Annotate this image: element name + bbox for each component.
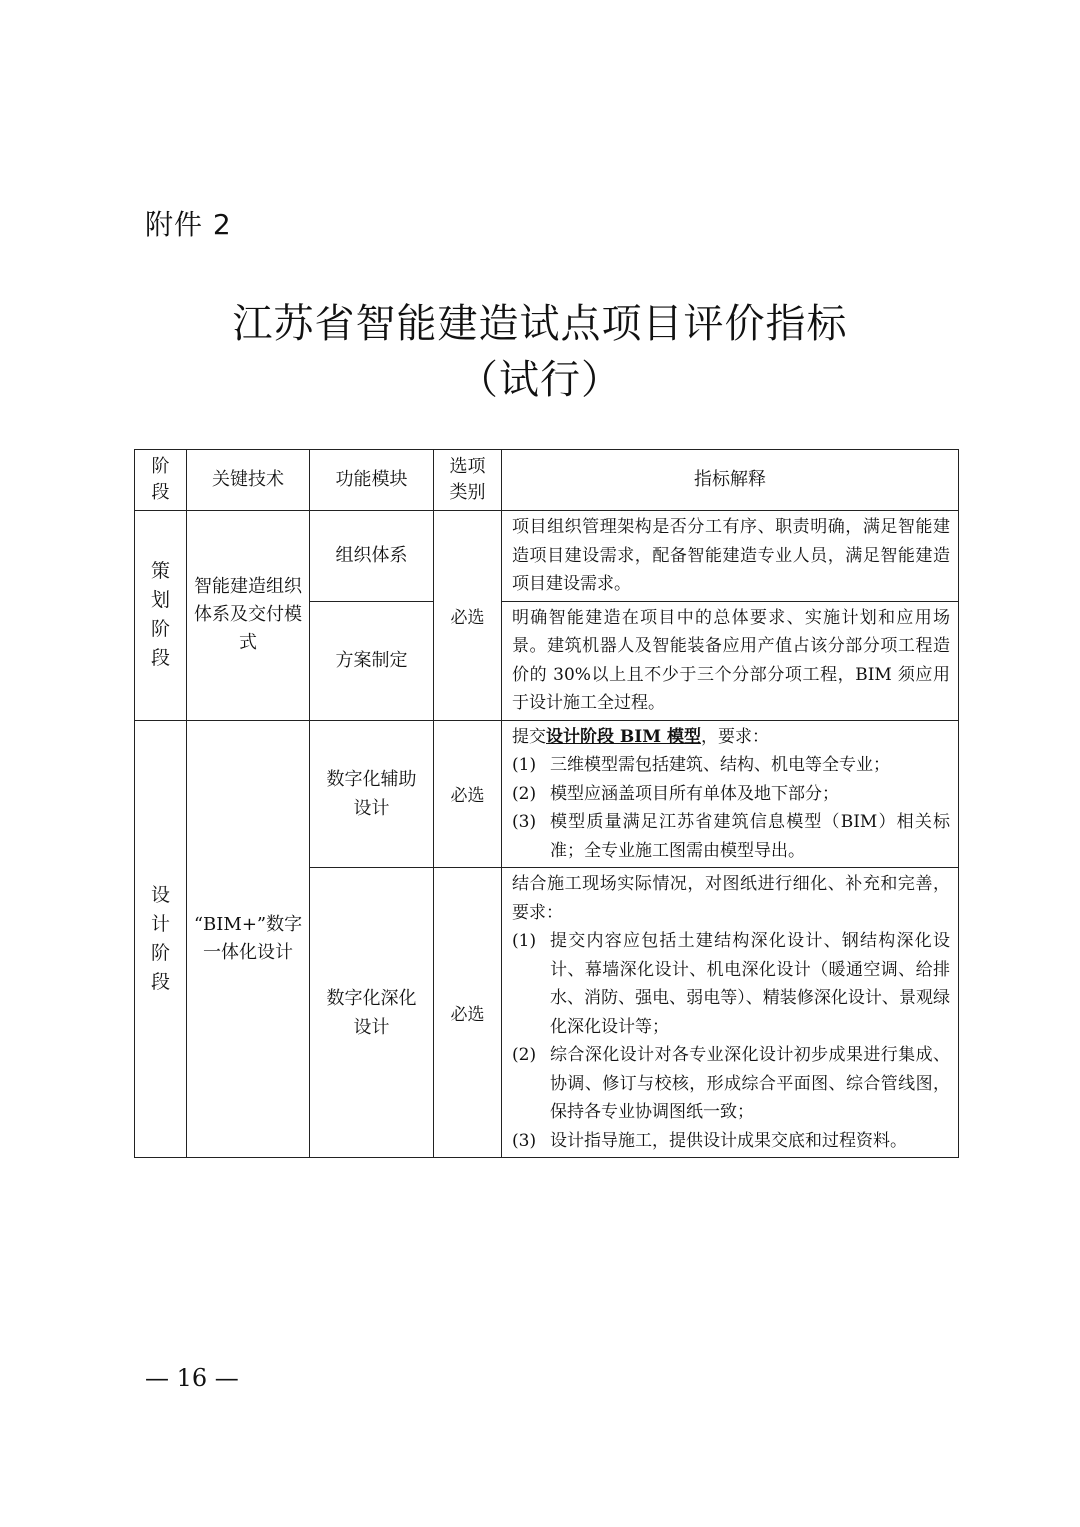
title-line-1: 江苏省智能建造试点项目评价指标 <box>232 301 848 347</box>
page-number: — 16 — <box>145 1364 239 1392</box>
stage-design: 设 计 阶 段 <box>135 720 187 1158</box>
option-digital-assist: 必选 <box>434 720 502 868</box>
stage-planning: 策 划 阶 段 <box>135 511 187 721</box>
table-header-row <box>135 450 959 511</box>
module-organization: 组织体系 <box>310 511 434 602</box>
header-option: 选项 类别 <box>434 450 502 511</box>
module-digital-deepening: 数字化深化设计 <box>310 868 434 1158</box>
list-item: (2) 模型应涵盖项目所有单体及地下部分； <box>512 783 839 804</box>
emphasis-design-bim: 设计阶段 BIM 模型 <box>546 726 701 747</box>
list-item: (1) 提交内容应包括土建结构深化设计、钢结构深化设计、幕墙深化设计、机电深化设计（暖通空调、给排水、消防、强电、弱电等）、精装修深化设计、景观绿化深化设计等； <box>512 931 950 1037</box>
document-title <box>0 296 1080 408</box>
key-tech-planning: 智能建造组织体系及交付模式 <box>187 511 310 721</box>
explanation-digital-deepening: 结合施工现场实际情况，对图纸进行细化、补充和完善，要求： (1) 提交内容应包括土建结构深化设计、钢结构深化设计、幕墙深化设计、机电深化设计（暖通空调、给排水、消防、强电、弱电等）、精装修深化设计、景观绿化深化设计等； (2) 综合深化设计对各专业深化设计初步成果进行集成、协调、修订与校核，形成综合平面图、综合管线图，保持各专业协调图纸一致； (3) 设计指导施工，提供设计成果交底和过程资料。 <box>502 868 959 1158</box>
list-item: (2) 综合深化设计对各专业深化设计初步成果进行集成、协调、修订与校核，形成综合平面图、综合管线图，保持各专业协调图纸一致； <box>512 1045 950 1122</box>
table-row <box>135 720 959 868</box>
list-item: (3) 模型质量满足江苏省建筑信息模型（BIM）相关标准；全专业施工图需由模型导出。 <box>512 812 950 861</box>
header-explanation: 指标解释 <box>502 450 959 511</box>
explanation-plan: 明确智能建造在项目中的总体要求、实施计划和应用场景。建筑机器人及智能装备应用产值占该分部分项工程造价的 30%以上且不少于三个分部分项工程，BIM 须应用于设计施工全过程。 <box>502 601 959 720</box>
table-row <box>135 511 959 602</box>
option-planning: 必选 <box>434 511 502 721</box>
attachment-label: 附件 2 <box>145 208 232 241</box>
header-key-tech: 关键技术 <box>187 450 310 511</box>
indicator-table <box>134 449 959 1158</box>
title-line-2: （试行） <box>458 357 622 403</box>
explanation-digital-assist: 提交设计阶段 BIM 模型，要求： (1) 三维模型需包括建筑、结构、机电等全专业； (2) 模型应涵盖项目所有单体及地下部分； (3) 模型质量满足江苏省建筑信息模型（BIM）相关标准；全专业施工图需由模型导出。 <box>502 720 959 868</box>
explanation-organization: 项目组织管理架构是否分工有序、职责明确，满足智能建造项目建设需求，配备智能建造专业人员，满足智能建造项目建设需求。 <box>502 511 959 602</box>
header-stage: 阶 段 <box>135 450 187 511</box>
list-item: (3) 设计指导施工，提供设计成果交底和过程资料。 <box>512 1130 907 1151</box>
header-module: 功能模块 <box>310 450 434 511</box>
key-tech-design: “BIM+”数字一体化设计 <box>187 720 310 1158</box>
list-item: (1) 三维模型需包括建筑、结构、机电等全专业； <box>512 755 890 775</box>
option-digital-deepening: 必选 <box>434 868 502 1158</box>
module-plan: 方案制定 <box>310 601 434 720</box>
module-digital-assist: 数字化辅助设计 <box>310 720 434 868</box>
